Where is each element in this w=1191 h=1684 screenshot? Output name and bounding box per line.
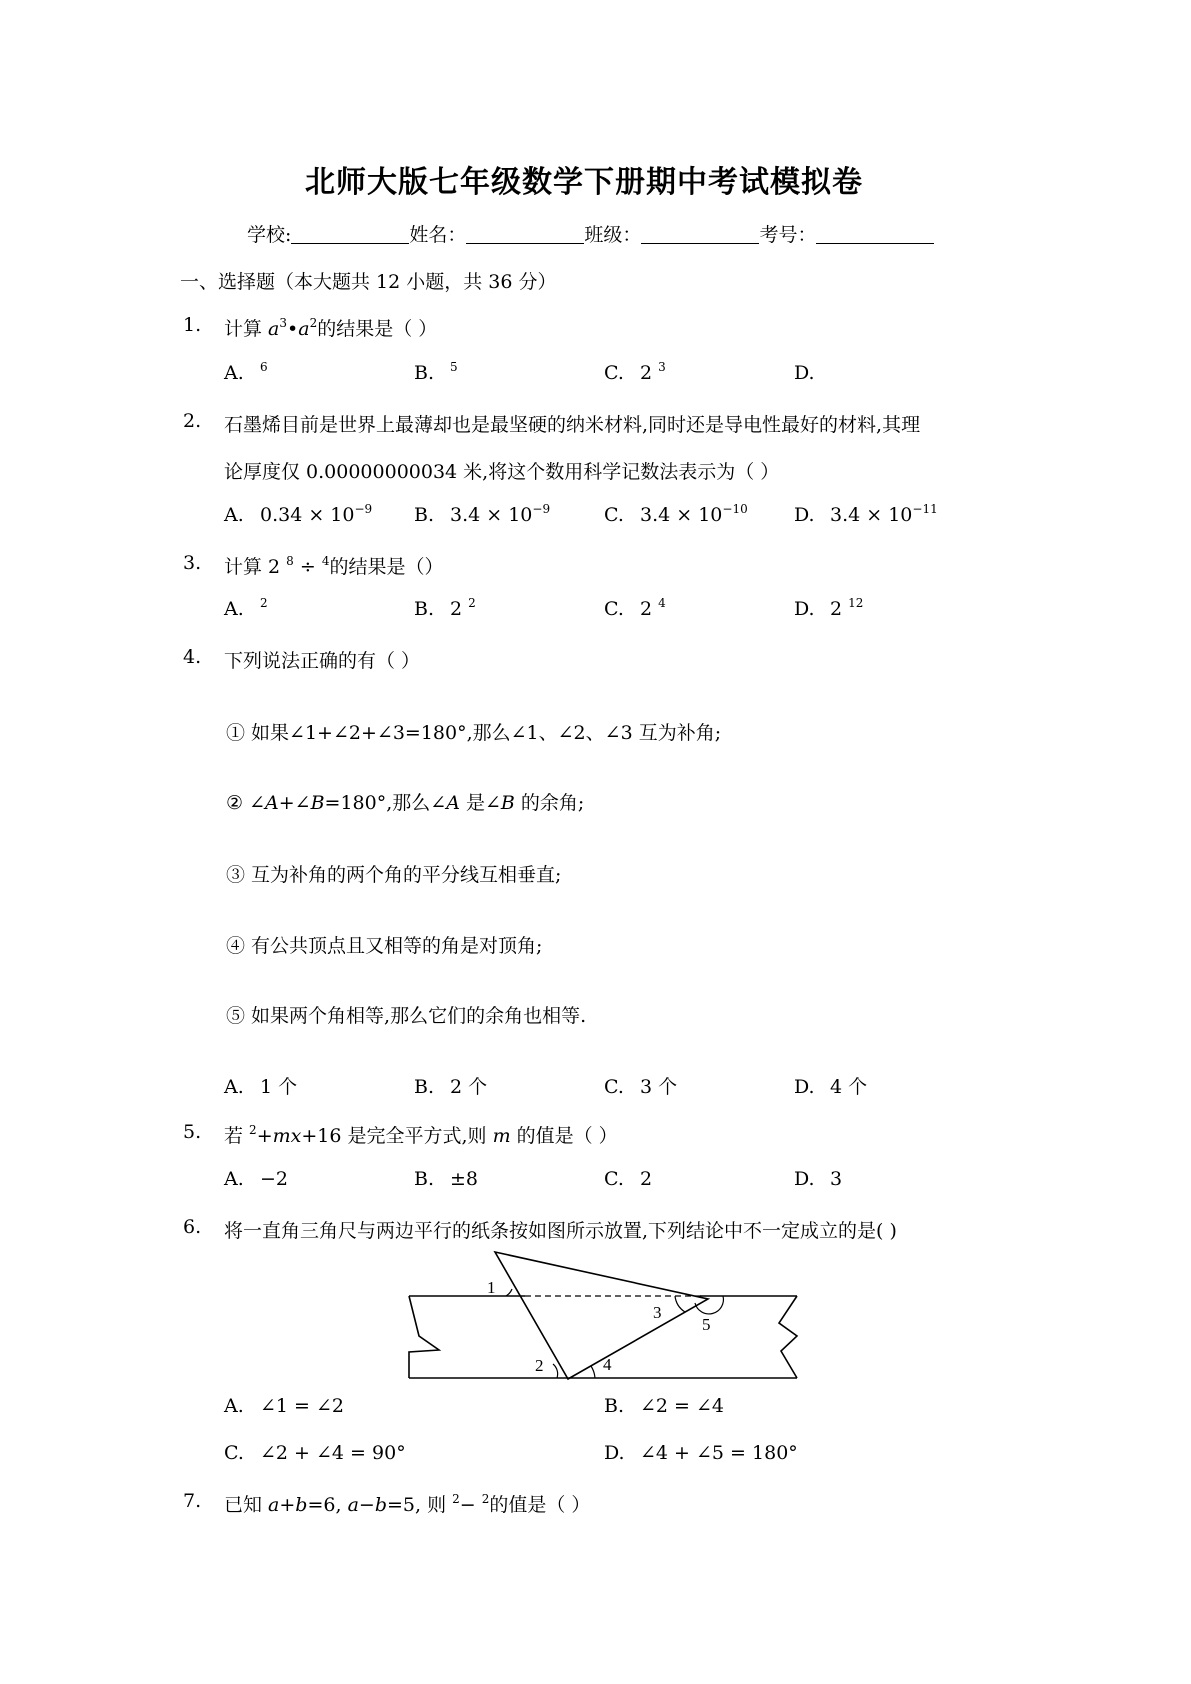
q4-statement-3: ③ 互为补角的两个角的平分线互相垂直;: [226, 864, 562, 886]
q4-option-a[interactable]: A. 1 个: [224, 1076, 298, 1098]
angle-2-arc: [553, 1364, 558, 1378]
q2-option-c[interactable]: C. $3.4 \times 10^{-10}$: [604, 502, 748, 526]
exam-no-blank[interactable]: [816, 225, 934, 244]
exam-no-label: 考号：: [759, 224, 817, 246]
q1-stem: 计算 $a^3•a^2$的结果是（ ）: [224, 316, 438, 340]
q2-option-d[interactable]: D. $3.4 \times 10^{-11}$: [794, 502, 938, 526]
q1-option-c[interactable]: C. 2 $^3$: [604, 360, 666, 384]
class-label: 班级：: [584, 224, 642, 246]
q4-option-c[interactable]: C. 3 个: [604, 1076, 678, 1098]
angle-4-arc: [591, 1366, 595, 1378]
q4-stem: 下列说法正确的有（ ）: [224, 650, 421, 672]
q4-statement-2: ② ∠A+∠B=180°,那么∠A 是∠B 的余角;: [226, 792, 585, 814]
class-blank[interactable]: [641, 225, 759, 244]
q6-option-b[interactable]: B. ∠2 = ∠4: [604, 1395, 725, 1417]
angle-label-1: 1: [487, 1278, 496, 1297]
school-blank[interactable]: [291, 225, 409, 244]
q2-stem-line2: 论厚度仅 0.00000000034 米,将这个数用科学记数法表示为（ ）: [224, 461, 780, 483]
strip-right-torn-edge: [779, 1296, 797, 1378]
school-label: 学校:: [247, 224, 292, 246]
q2-option-b[interactable]: B. $3.4 \times 10^{-9}$: [414, 502, 551, 526]
angle-3-arc: [675, 1296, 685, 1312]
q7-number: 7.: [183, 1490, 202, 1512]
right-triangle-ruler: [495, 1252, 708, 1379]
q3-stem: 计算 2 $^8$ ÷ $^4$的结果是（）: [224, 554, 444, 578]
name-label: 姓名：: [409, 224, 467, 246]
q3-number: 3.: [183, 552, 202, 574]
angle-label-3: 3: [653, 1303, 662, 1322]
q3-option-c[interactable]: C. 2 $^4$: [604, 596, 666, 620]
q4-option-b[interactable]: B. 2 个: [414, 1076, 488, 1098]
q6-figure: [405, 1248, 805, 1388]
strip-left-torn-edge: [409, 1296, 439, 1378]
q4-option-d[interactable]: D. 4 个: [794, 1076, 868, 1098]
name-blank[interactable]: [466, 225, 584, 244]
q1-number: 1.: [183, 314, 202, 336]
q2-option-a[interactable]: A. $0.34 \times 10^{-9}$: [224, 502, 373, 526]
q7-stem: 已知 a+b=6, a−b=5, 则 $^2$− $^2$的值是（ ）: [224, 1492, 591, 1516]
q1-option-d[interactable]: D.: [794, 362, 815, 384]
q1-option-b[interactable]: B. $^5$: [414, 360, 458, 384]
section-heading: 一、选择题（本大题共 12 小题，共 36 分）: [180, 271, 557, 293]
angle-1-arc: [506, 1289, 512, 1296]
q4-statement-5: ⑤ 如果两个角相等,那么它们的余角也相等.: [226, 1005, 587, 1027]
q1-option-a[interactable]: A. $^6$: [224, 360, 268, 384]
q5-option-d[interactable]: D. 3: [794, 1168, 843, 1190]
q6-stem: 将一直角三角尺与两边平行的纸条按如图所示放置,下列结论中不一定成立的是( ): [224, 1220, 897, 1242]
page-title: 北师大版七年级数学下册期中考试模拟卷: [305, 165, 863, 200]
q4-statement-1: ① 如果∠1+∠2+∠3=180°,那么∠1、∠2、∠3 互为补角;: [226, 722, 722, 744]
q3-option-b[interactable]: B. 2 $^2$: [414, 596, 476, 620]
q5-option-a[interactable]: A. −2: [224, 1168, 289, 1190]
student-info-line: [247, 220, 934, 247]
q5-number: 5.: [183, 1121, 202, 1143]
angle-label-2: 2: [535, 1356, 544, 1375]
q2-stem-line1: 石墨烯目前是世界上最薄却也是最坚硬的纳米材料,同时还是导电性最好的材料,其理: [224, 414, 921, 436]
q4-statement-4: ④ 有公共顶点且又相等的角是对顶角;: [226, 935, 543, 957]
q6-option-a[interactable]: A. ∠1 = ∠2: [224, 1395, 345, 1417]
angle-label-5: 5: [702, 1315, 711, 1334]
q4-number: 4.: [183, 646, 202, 668]
q6-option-d[interactable]: D. ∠4 + ∠5 = 180°: [604, 1442, 798, 1464]
angle-label-4: 4: [603, 1355, 612, 1374]
q6-option-c[interactable]: C. ∠2 + ∠4 = 90°: [224, 1442, 406, 1464]
q5-option-b[interactable]: B. ±8: [414, 1168, 479, 1190]
q2-number: 2.: [183, 410, 202, 432]
q6-number: 6.: [183, 1216, 202, 1238]
q5-option-c[interactable]: C. 2: [604, 1168, 653, 1190]
q3-option-d[interactable]: D. 2 $^{12}$: [794, 596, 864, 620]
q5-stem: 若 $^2$+mx+16 是完全平方式,则 m 的值是（ ）: [224, 1123, 618, 1147]
q3-option-a[interactable]: A. $^2$: [224, 596, 268, 620]
